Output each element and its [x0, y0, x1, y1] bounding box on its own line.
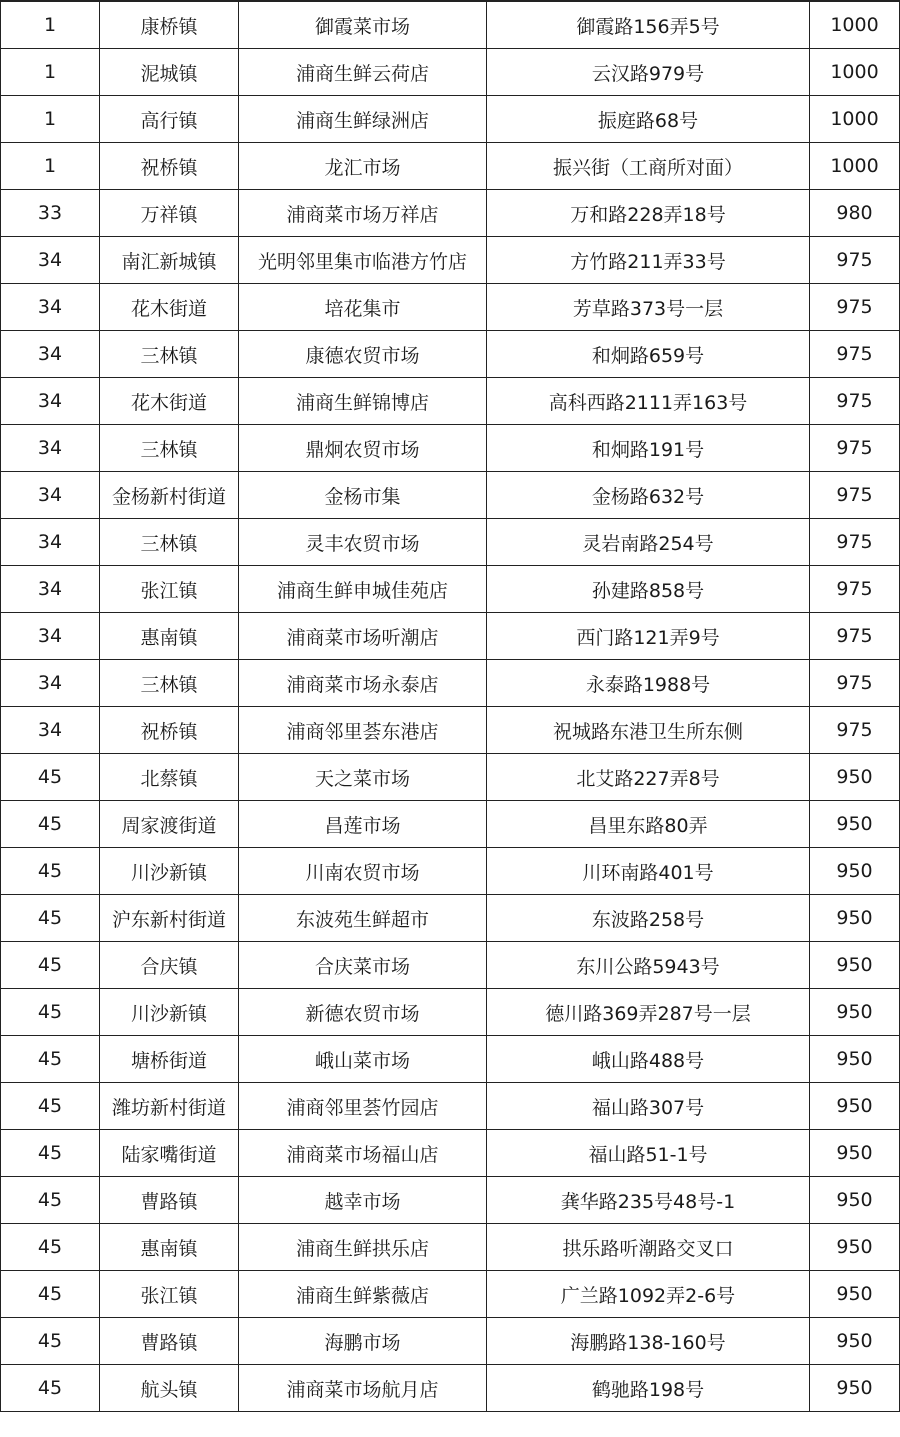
rank-cell: 33 — [1, 190, 100, 237]
address-cell: 祝城路东港卫生所东侧 — [487, 707, 810, 754]
rank-cell: 34 — [1, 707, 100, 754]
rank-cell: 45 — [1, 1036, 100, 1083]
table-row — [1, 96, 900, 143]
market-name-cell: 浦商菜市场听潮店 — [239, 613, 487, 660]
address-cell: 和炯路659号 — [487, 331, 810, 378]
town-cell: 沪东新村街道 — [100, 895, 239, 942]
address-cell: 昌里东路80弄 — [487, 801, 810, 848]
market-name-cell: 浦商菜市场福山店 — [239, 1130, 487, 1177]
market-name-cell: 灵丰农贸市场 — [239, 519, 487, 566]
address-cell: 北艾路227弄8号 — [487, 754, 810, 801]
town-cell: 祝桥镇 — [100, 143, 239, 190]
rank-cell: 45 — [1, 1130, 100, 1177]
town-cell: 三林镇 — [100, 519, 239, 566]
market-name-cell: 浦商菜市场永泰店 — [239, 660, 487, 707]
table-row — [1, 190, 900, 237]
market-name-cell: 海鹏市场 — [239, 1318, 487, 1365]
rank-cell: 34 — [1, 284, 100, 331]
amount-cell: 975 — [810, 707, 900, 754]
address-cell: 和炯路191号 — [487, 425, 810, 472]
town-cell: 合庆镇 — [100, 942, 239, 989]
town-cell: 塘桥街道 — [100, 1036, 239, 1083]
town-cell: 南汇新城镇 — [100, 237, 239, 284]
address-cell: 川环南路401号 — [487, 848, 810, 895]
table-row — [1, 1177, 900, 1224]
town-cell: 花木街道 — [100, 284, 239, 331]
town-cell: 川沙新镇 — [100, 848, 239, 895]
town-cell: 惠南镇 — [100, 1224, 239, 1271]
address-cell: 峨山路488号 — [487, 1036, 810, 1083]
town-cell: 周家渡街道 — [100, 801, 239, 848]
amount-cell: 975 — [810, 613, 900, 660]
table-row — [1, 1224, 900, 1271]
address-cell: 龚华路235号48号-1 — [487, 1177, 810, 1224]
amount-cell: 950 — [810, 1318, 900, 1365]
address-cell: 德川路369弄287号一层 — [487, 989, 810, 1036]
rank-cell: 45 — [1, 848, 100, 895]
amount-cell: 975 — [810, 378, 900, 425]
town-cell: 万祥镇 — [100, 190, 239, 237]
table-row — [1, 331, 900, 378]
amount-cell: 950 — [810, 989, 900, 1036]
rank-cell: 45 — [1, 1177, 100, 1224]
market-name-cell: 浦商邻里荟竹园店 — [239, 1083, 487, 1130]
market-name-cell: 东波苑生鲜超市 — [239, 895, 487, 942]
address-cell: 金杨路632号 — [487, 472, 810, 519]
market-name-cell: 培花集市 — [239, 284, 487, 331]
address-cell: 东波路258号 — [487, 895, 810, 942]
rank-cell: 1 — [1, 143, 100, 190]
market-name-cell: 浦商生鲜绿洲店 — [239, 96, 487, 143]
market-name-cell: 光明邻里集市临港方竹店 — [239, 237, 487, 284]
amount-cell: 980 — [810, 190, 900, 237]
table-row — [1, 378, 900, 425]
market-name-cell: 合庆菜市场 — [239, 942, 487, 989]
address-cell: 海鹏路138-160号 — [487, 1318, 810, 1365]
address-cell: 振庭路68号 — [487, 96, 810, 143]
amount-cell: 1000 — [810, 96, 900, 143]
market-name-cell: 川南农贸市场 — [239, 848, 487, 895]
town-cell: 北蔡镇 — [100, 754, 239, 801]
town-cell: 花木街道 — [100, 378, 239, 425]
market-name-cell: 新德农贸市场 — [239, 989, 487, 1036]
town-cell: 张江镇 — [100, 1271, 239, 1318]
town-cell: 泥城镇 — [100, 49, 239, 96]
rank-cell: 1 — [1, 1, 100, 49]
address-cell: 东川公路5943号 — [487, 942, 810, 989]
amount-cell: 975 — [810, 472, 900, 519]
amount-cell: 950 — [810, 848, 900, 895]
town-cell: 川沙新镇 — [100, 989, 239, 1036]
rank-cell: 34 — [1, 472, 100, 519]
town-cell: 惠南镇 — [100, 613, 239, 660]
table-row — [1, 754, 900, 801]
table-row — [1, 942, 900, 989]
town-cell: 航头镇 — [100, 1365, 239, 1412]
amount-cell: 950 — [810, 895, 900, 942]
amount-cell: 950 — [810, 942, 900, 989]
address-cell: 御霞路156弄5号 — [487, 1, 810, 49]
market-name-cell: 峨山菜市场 — [239, 1036, 487, 1083]
table-row — [1, 895, 900, 942]
address-cell: 芳草路373号一层 — [487, 284, 810, 331]
address-cell: 方竹路211弄33号 — [487, 237, 810, 284]
market-name-cell: 龙汇市场 — [239, 143, 487, 190]
table-row — [1, 519, 900, 566]
address-cell: 云汉路979号 — [487, 49, 810, 96]
amount-cell: 975 — [810, 566, 900, 613]
rank-cell: 45 — [1, 754, 100, 801]
town-cell: 三林镇 — [100, 425, 239, 472]
table-row — [1, 566, 900, 613]
rank-cell: 1 — [1, 96, 100, 143]
address-cell: 广兰路1092弄2-6号 — [487, 1271, 810, 1318]
town-cell: 陆家嘴街道 — [100, 1130, 239, 1177]
rank-cell: 45 — [1, 1318, 100, 1365]
town-cell: 曹路镇 — [100, 1177, 239, 1224]
town-cell: 潍坊新村街道 — [100, 1083, 239, 1130]
amount-cell: 1000 — [810, 143, 900, 190]
amount-cell: 1000 — [810, 1, 900, 49]
market-name-cell: 天之菜市场 — [239, 754, 487, 801]
address-cell: 鹤驰路198号 — [487, 1365, 810, 1412]
amount-cell: 975 — [810, 284, 900, 331]
town-cell: 张江镇 — [100, 566, 239, 613]
rank-cell: 34 — [1, 378, 100, 425]
rank-cell: 45 — [1, 942, 100, 989]
amount-cell: 950 — [810, 1130, 900, 1177]
town-cell: 三林镇 — [100, 660, 239, 707]
address-cell: 永泰路1988号 — [487, 660, 810, 707]
amount-cell: 950 — [810, 754, 900, 801]
table-row — [1, 425, 900, 472]
address-cell: 福山路51-1号 — [487, 1130, 810, 1177]
town-cell: 高行镇 — [100, 96, 239, 143]
rank-cell: 34 — [1, 425, 100, 472]
market-name-cell: 浦商生鲜锦博店 — [239, 378, 487, 425]
market-name-cell: 浦商生鲜紫薇店 — [239, 1271, 487, 1318]
rank-cell: 45 — [1, 989, 100, 1036]
market-name-cell: 浦商菜市场航月店 — [239, 1365, 487, 1412]
town-cell: 康桥镇 — [100, 1, 239, 49]
table-row — [1, 1365, 900, 1412]
amount-cell: 950 — [810, 1271, 900, 1318]
amount-cell: 1000 — [810, 49, 900, 96]
address-cell: 高科西路2111弄163号 — [487, 378, 810, 425]
address-cell: 振兴街（工商所对面） — [487, 143, 810, 190]
table-body — [1, 1, 900, 1412]
rank-cell: 45 — [1, 1271, 100, 1318]
market-name-cell: 康德农贸市场 — [239, 331, 487, 378]
amount-cell: 950 — [810, 801, 900, 848]
rank-cell: 34 — [1, 519, 100, 566]
table-row — [1, 143, 900, 190]
table-row — [1, 1130, 900, 1177]
rank-cell: 45 — [1, 895, 100, 942]
table-row — [1, 848, 900, 895]
table-row — [1, 237, 900, 284]
market-name-cell: 浦商生鲜拱乐店 — [239, 1224, 487, 1271]
market-name-cell: 浦商生鲜云荷店 — [239, 49, 487, 96]
market-name-cell: 越幸市场 — [239, 1177, 487, 1224]
town-cell: 祝桥镇 — [100, 707, 239, 754]
town-cell: 曹路镇 — [100, 1318, 239, 1365]
amount-cell: 950 — [810, 1036, 900, 1083]
market-name-cell: 浦商邻里荟东港店 — [239, 707, 487, 754]
amount-cell: 950 — [810, 1224, 900, 1271]
market-name-cell: 浦商菜市场万祥店 — [239, 190, 487, 237]
amount-cell: 975 — [810, 425, 900, 472]
table-row — [1, 1318, 900, 1365]
amount-cell: 950 — [810, 1083, 900, 1130]
rank-cell: 34 — [1, 566, 100, 613]
rank-cell: 34 — [1, 237, 100, 284]
market-name-cell: 昌莲市场 — [239, 801, 487, 848]
town-cell: 金杨新村街道 — [100, 472, 239, 519]
amount-cell: 975 — [810, 331, 900, 378]
rank-cell: 34 — [1, 660, 100, 707]
town-cell: 三林镇 — [100, 331, 239, 378]
market-name-cell: 浦商生鲜申城佳苑店 — [239, 566, 487, 613]
address-cell: 拱乐路听潮路交叉口 — [487, 1224, 810, 1271]
market-name-cell: 金杨市集 — [239, 472, 487, 519]
address-cell: 孙建路858号 — [487, 566, 810, 613]
table-row — [1, 613, 900, 660]
market-name-cell: 鼎炯农贸市场 — [239, 425, 487, 472]
table-row — [1, 1036, 900, 1083]
table-row — [1, 660, 900, 707]
market-name-cell: 御霞菜市场 — [239, 1, 487, 49]
table-row — [1, 1083, 900, 1130]
amount-cell: 975 — [810, 660, 900, 707]
rank-cell: 45 — [1, 1224, 100, 1271]
rank-cell: 45 — [1, 1365, 100, 1412]
address-cell: 灵岩南路254号 — [487, 519, 810, 566]
rank-cell: 34 — [1, 613, 100, 660]
rank-cell: 34 — [1, 331, 100, 378]
table-row — [1, 472, 900, 519]
amount-cell: 950 — [810, 1365, 900, 1412]
table-row — [1, 801, 900, 848]
table-row — [1, 1, 900, 49]
address-cell: 福山路307号 — [487, 1083, 810, 1130]
amount-cell: 950 — [810, 1177, 900, 1224]
table-row — [1, 1271, 900, 1318]
address-cell: 西门路121弄9号 — [487, 613, 810, 660]
table-row — [1, 707, 900, 754]
amount-cell: 975 — [810, 519, 900, 566]
rank-cell: 45 — [1, 801, 100, 848]
address-cell: 万和路228弄18号 — [487, 190, 810, 237]
rank-cell: 1 — [1, 49, 100, 96]
table-row — [1, 49, 900, 96]
table-row — [1, 989, 900, 1036]
amount-cell: 975 — [810, 237, 900, 284]
table-row — [1, 284, 900, 331]
rank-cell: 45 — [1, 1083, 100, 1130]
